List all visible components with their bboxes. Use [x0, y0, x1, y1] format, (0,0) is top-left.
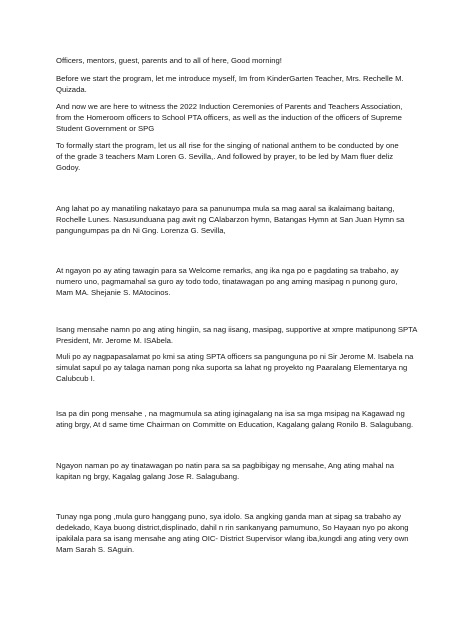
text-line: ating brgy, At d same time Chairman on Committe on Education, Kagalang galang Ronilo B. Salagubang.: [56, 420, 414, 429]
text-line: of the grade 3 teachers Mam Loren G. Sevilla,. And followed by prayer, to be led by Mam fluer deliz: [56, 152, 394, 161]
text-line: kapitan ng brgy, Kagalag galang Jose R. Salagubang.: [56, 472, 240, 481]
text-line: Isang mensahe namn po ang ating hingiin, sa nag iisang, masipag, supportive at xmpre matipunong SPTA: [56, 325, 418, 334]
text-line: And now we are here to witness the 2022 Induction Ceremonies of Parents and Teachers Association,: [56, 102, 403, 111]
kagawad-message-paragraph: [56, 408, 428, 430]
text-line: Before we start the program, let me introduce myself, Im from KinderGarten Teacher, Mrs. Rechelle M.: [56, 74, 404, 83]
text-line: Ngayon naman po ay tinatawagan po natin para sa sa pagbibigay ng mensahe, Ang ating mahal na: [56, 461, 395, 470]
text-line: Ang lahat po ay manatiling nakatayo para sa panunumpa mula sa mag aaral sa ikalaimang baitang,: [56, 204, 395, 213]
text-line: Officers, mentors, guest, parents and to all of here, Good morning!: [56, 56, 282, 65]
oath-paragraph: [56, 203, 428, 236]
text-line: At ngayon po ay ating tawagin para sa Welcome remarks, ang ika nga po e pagdating sa trabaho, ay: [56, 266, 399, 275]
text-line: simulat sapul po ay talaga naman pong nka suporta sa lahat ng proyekto ng Paaralang Elementarya ng: [56, 363, 408, 372]
welcome-remarks-paragraph: [56, 265, 428, 298]
text-line: Godoy.: [56, 163, 81, 172]
text-line: dedekado, Kaya buong district,displinado, dahil n rin sankanyang pamumuno, So Hayaan nyo po akong: [56, 523, 409, 532]
text-line: ipakilala para sa isang mensahe ang ating OIC- District Supervisor wlang iba,kungdi ang ating very own: [56, 534, 409, 543]
text-line: numero uno, pagmamahal sa guro ay todo todo, tinatawagan po ang aming masipag n punong guro,: [56, 277, 398, 286]
anthem-paragraph: [56, 140, 428, 173]
greeting-paragraph: [56, 55, 428, 66]
district-supervisor-paragraph: [56, 511, 428, 555]
text-line: President, Mr. Jerome M. ISAbela.: [56, 336, 174, 345]
text-line: Rochelle Lunes. Nasusunduana pag awit ng CAlabarzon hymn, Batangas Hymn at San Juan Hymn sa: [56, 215, 405, 224]
text-line: Tunay nga pong ,mula guro hanggang puno, sya idolo. Sa angking ganda man at sipag sa trabaho ay: [56, 512, 402, 521]
text-line: Muli po ay nagpapasalamat po kmi sa ating SPTA officers sa pangunguna po ni Sir Jerome M. Isabela na: [56, 352, 414, 361]
spta-president-paragraph: [56, 324, 428, 346]
introduction-paragraph: [56, 73, 428, 95]
text-line: from the Homeroom officers to School PTA officers, as well as the induction of the officers of Supreme: [56, 113, 402, 122]
text-line: Calubcub I.: [56, 374, 95, 383]
kapitan-message-paragraph: [56, 460, 428, 482]
text-line: Mam Sarah S. SAguin.: [56, 545, 135, 554]
text-line: Mam MA. Shejanie S. MAtocinos.: [56, 288, 171, 297]
text-line: pangungumpas pa dn Ni Gng. Lorenza G. Sevilla,: [56, 226, 226, 235]
induction-paragraph: [56, 101, 428, 134]
text-line: Quizada.: [56, 85, 87, 94]
text-line: To formally start the program, let us all rise for the singing of national anthem to be conducted by one: [56, 141, 399, 150]
thanks-paragraph: [56, 351, 428, 384]
text-line: Isa pa din pong mensahe , na magmumula sa ating iginagalang na isa sa mga msipag na Kagawad ng: [56, 409, 405, 418]
text-line: Student Government or SPG: [56, 124, 155, 133]
